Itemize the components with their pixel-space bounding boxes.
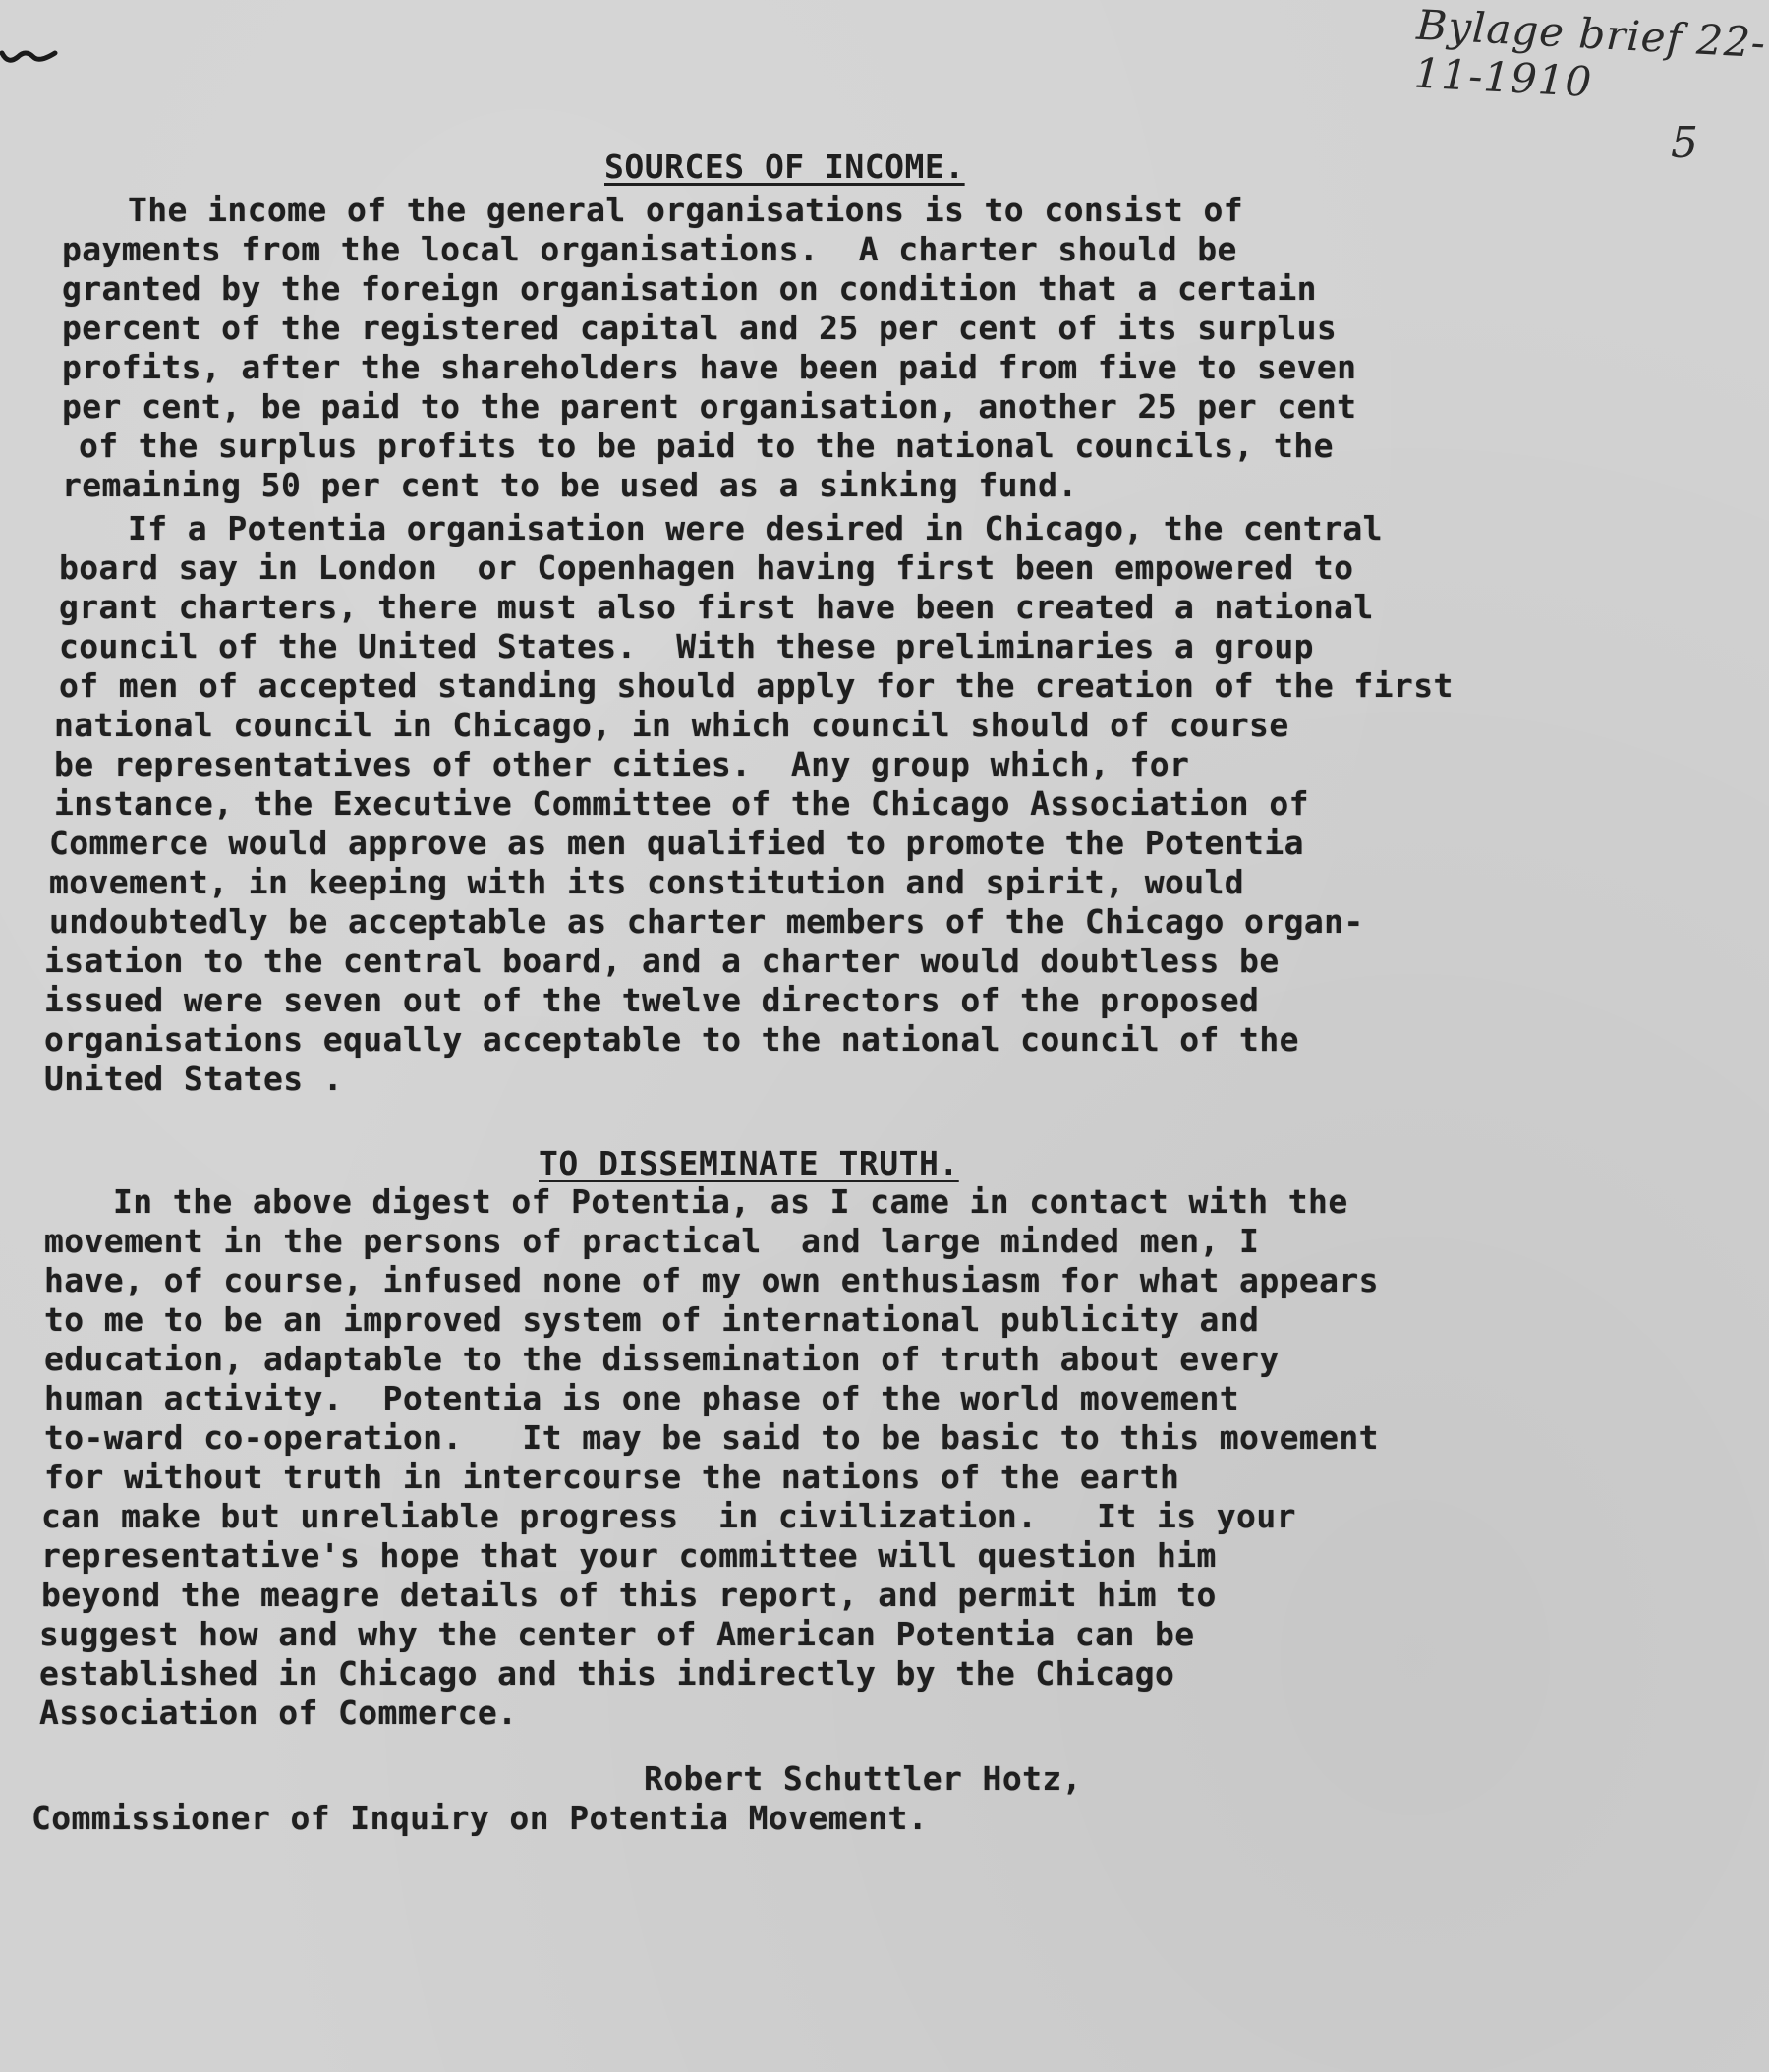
body-line: movement in the persons of practical and large minded men, I <box>44 1222 1260 1260</box>
body-line: for without truth in intercourse the nations of the earth <box>44 1458 1180 1496</box>
body-line: granted by the foreign organisation on condition that a certain <box>62 269 1317 308</box>
body-line: percent of the registered capital and 25 per cent of its surplus <box>62 309 1338 347</box>
body-line: remaining 50 per cent to be used as a sinking fund. <box>62 466 1078 504</box>
body-line: have, of course, infused none of my own enthusiasm for what appears <box>44 1261 1379 1299</box>
body-line: The income of the general organisations is to consist of <box>128 191 1243 229</box>
body-line: isation to the central board, and a charter would doubtless be <box>44 942 1280 980</box>
body-line: organisations equally acceptable to the national council of the <box>44 1020 1299 1059</box>
body-line: can make but unreliable progress in civilization. It is your <box>41 1497 1296 1535</box>
signature-title: Commissioner of Inquiry on Potentia Movement. <box>31 1799 929 1837</box>
body-line: In the above digest of Potentia, as I came in contact with the <box>113 1182 1348 1221</box>
body-line: suggest how and why the center of American Potentia can be <box>39 1615 1195 1653</box>
handwritten-note: Bylage brief 22-11-1910 <box>1412 0 1768 107</box>
body-line: be representatives of other cities. Any group which, for <box>54 745 1190 783</box>
section-heading-disseminate-truth: TO DISSEMINATE TRUTH. <box>539 1144 959 1182</box>
body-line: grant charters, there must also first have been created a national <box>59 588 1374 626</box>
body-line: of men of accepted standing should apply for the creation of the first <box>59 666 1454 705</box>
body-line: council of the United States. With these preliminaries a group <box>59 627 1314 665</box>
body-line: If a Potentia organisation were desired in Chicago, the central <box>128 509 1383 547</box>
body-line: Association of Commerce. <box>39 1694 518 1732</box>
body-line: issued were seven out of the twelve directors of the proposed <box>44 981 1260 1019</box>
body-line: Commerce would approve as men qualified to promote the Potentia <box>49 824 1304 862</box>
body-line: beyond the meagre details of this report, and permit him to <box>41 1576 1217 1614</box>
body-line: payments from the local organisations. A charter should be <box>62 230 1237 268</box>
body-line: profits, after the shareholders have been paid from five to seven <box>62 348 1357 386</box>
page-number: 5 <box>1671 118 1698 168</box>
body-line: human activity. Potentia is one phase of the world movement <box>44 1379 1240 1417</box>
body-line: representative's hope that your committee will question him <box>41 1536 1217 1575</box>
body-line: instance, the Executive Committee of the Chicago Association of <box>54 784 1309 823</box>
body-line: undoubtedly be acceptable as charter members of the Chicago organ- <box>49 902 1364 941</box>
body-line: national council in Chicago, in which council should of course <box>54 706 1289 744</box>
body-line: United States . <box>44 1060 344 1098</box>
body-line: to me to be an improved system of international publicity and <box>44 1300 1260 1339</box>
body-line: board say in London or Copenhagen having first been empowered to <box>59 548 1354 587</box>
body-line: of the surplus profits to be paid to the national councils, the <box>79 427 1334 465</box>
body-line: movement, in keeping with its constitution and spirit, would <box>49 863 1245 901</box>
body-line: to-ward co-operation. It may be said to be basic to this movement <box>44 1418 1379 1457</box>
ink-mark-icon <box>0 43 59 73</box>
section-heading-sources-of-income: SOURCES OF INCOME. <box>604 147 965 186</box>
body-line: education, adaptable to the dissemination of truth about every <box>44 1340 1280 1378</box>
body-line: established in Chicago and this indirectly by the Chicago <box>39 1654 1175 1693</box>
body-line: per cent, be paid to the parent organisation, another 25 per cent <box>62 387 1357 426</box>
signature-name: Robert Schuttler Hotz, <box>644 1759 1082 1798</box>
